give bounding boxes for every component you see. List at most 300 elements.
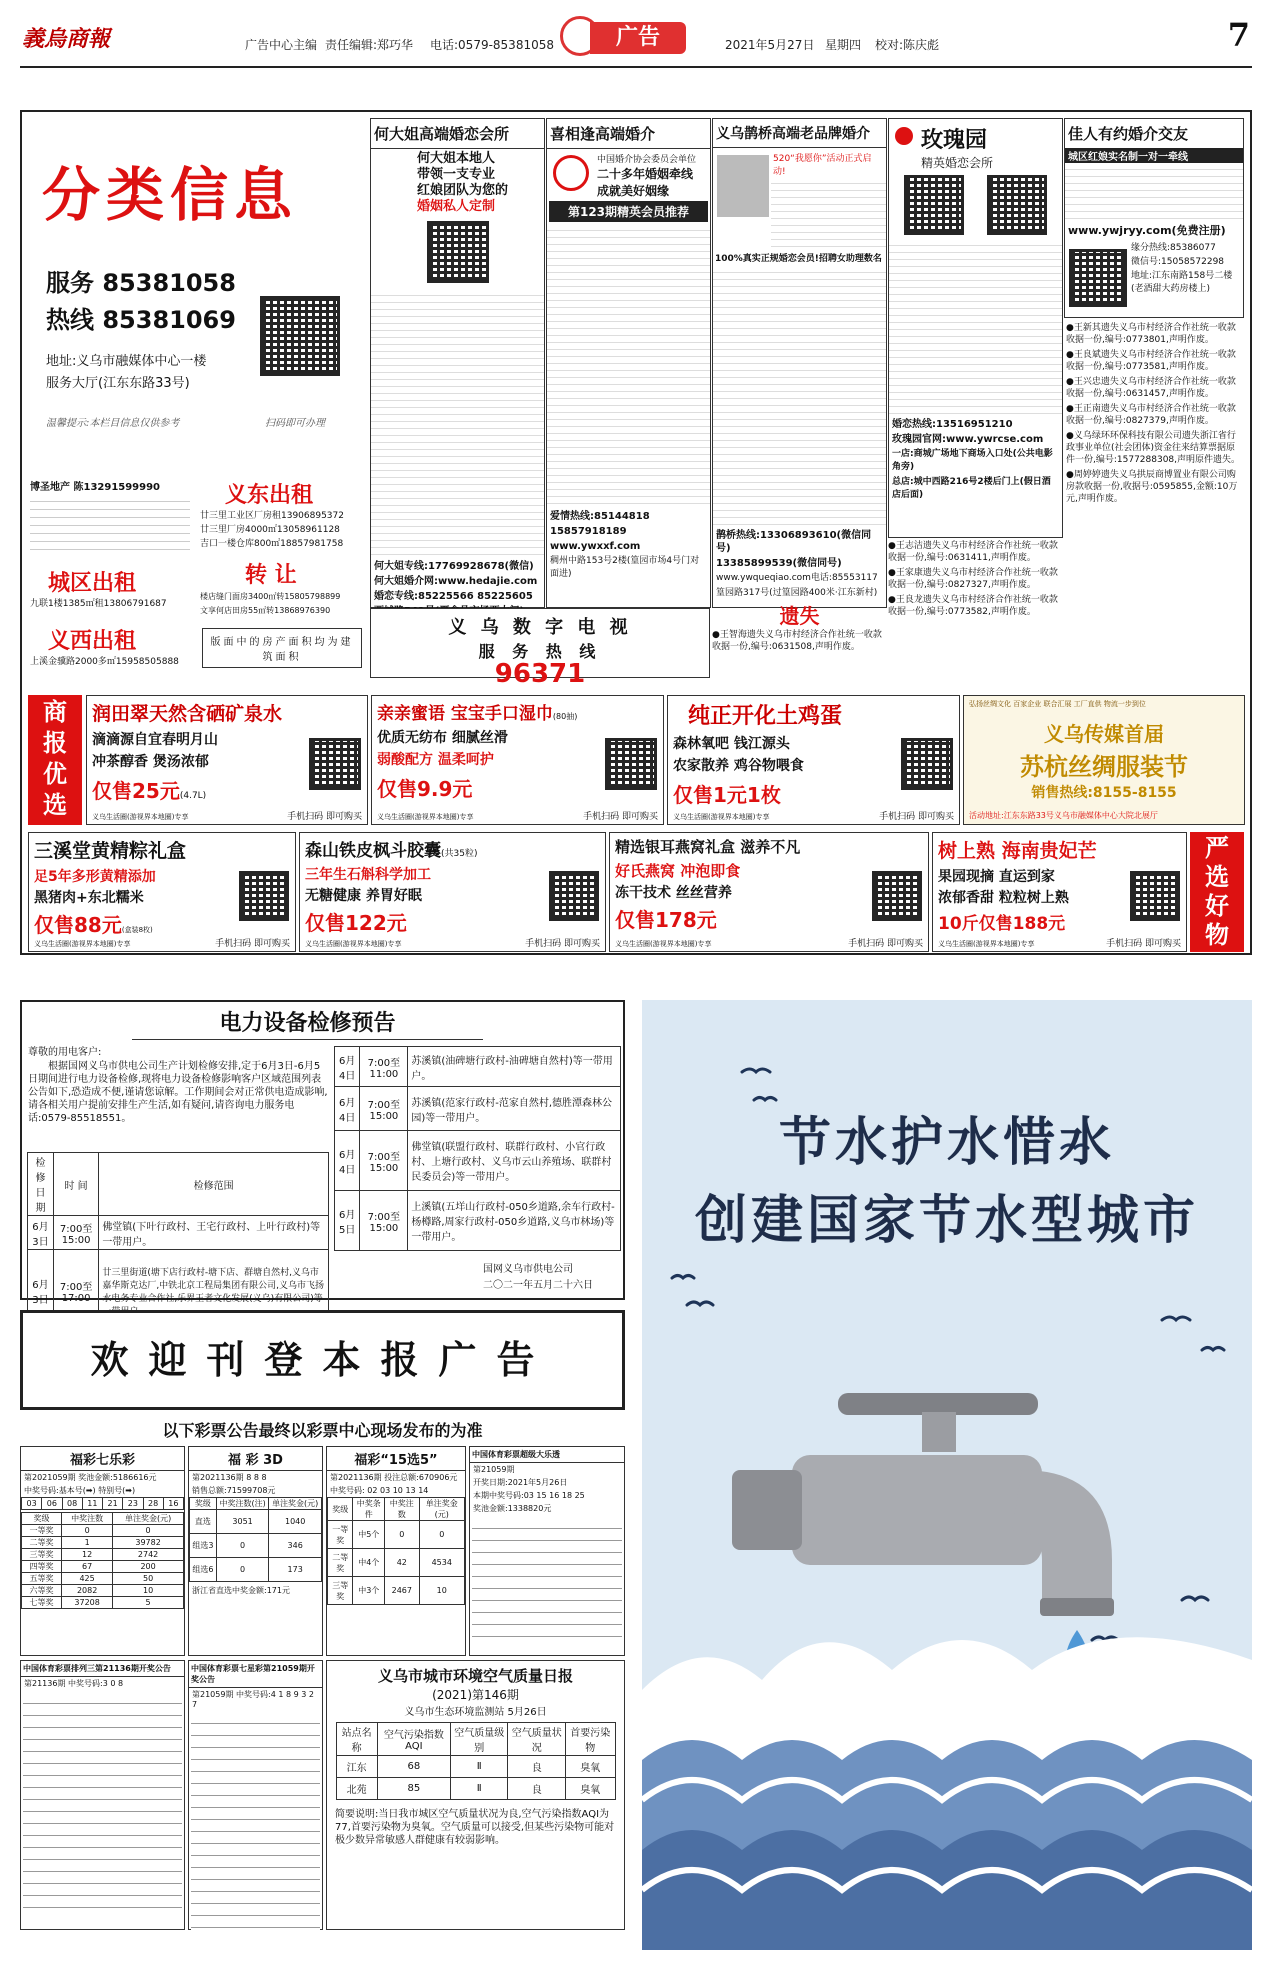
welcome-banner (20, 1310, 625, 1410)
pool: 奖池金额:1338820元 (473, 1504, 552, 1513)
promo-line1: 优质无纺布 细腻丝滑 (377, 730, 508, 746)
promo-line2: 黑猪肉+东北糯米 (34, 890, 144, 906)
cell: 2742 (113, 1549, 184, 1561)
lottery-title: 以下彩票公告最终以彩票中心现场发布的为准 (162, 1421, 483, 1440)
cell: 6月4日 (335, 1047, 360, 1087)
yixi-title: 义西出租 (48, 629, 137, 654)
duty-editor: 责任编辑:郑巧华 (325, 38, 414, 52)
yidong-item-1: 廿三里工业区厂房租13906895372 (200, 511, 344, 521)
promo-line1: 果园现摘 直运到家 (938, 869, 1055, 885)
power-table-left (27, 1152, 329, 1332)
lost-col-2 (888, 540, 1063, 690)
cell: 200 (113, 1561, 184, 1573)
number: 21 (103, 1498, 123, 1510)
cell: 425 (62, 1573, 113, 1585)
ad-queqiao (712, 118, 887, 608)
number: 06 (42, 1498, 62, 1510)
promo-water[interactable] (86, 695, 368, 825)
hotline-phone: 热线 85381069 (46, 306, 236, 334)
editor: 广告中心主编 (245, 38, 318, 52)
lottery-15x5 (326, 1446, 466, 1656)
cell: 39782 (113, 1537, 184, 1549)
promo-zongzi[interactable] (28, 832, 296, 952)
ad-intro (771, 177, 886, 249)
number: 02 (367, 1486, 378, 1495)
cell: 85 (377, 1778, 450, 1800)
promo-price: 仅售88元 (34, 913, 122, 937)
address-line1: 地址:义乌市融媒体中心一楼 (46, 354, 207, 369)
city-title: 城区出租 (48, 571, 137, 596)
cell: 三等奖 (22, 1549, 62, 1561)
lottery-3d (188, 1446, 323, 1656)
faucet-icon (732, 1393, 1114, 1676)
boutique-list (30, 494, 190, 554)
yidong-item-3: 吉口一楼仓库800㎡18857981758 (200, 539, 344, 549)
number: 23 (123, 1498, 143, 1510)
lost-block (712, 600, 887, 690)
ad-member-list (889, 239, 1062, 417)
promo-qr-icon[interactable] (872, 871, 922, 921)
th: 中奖注数(注) (216, 1498, 269, 1510)
promo-line2: 无糖健康 养胃好眠 (305, 888, 422, 904)
cell: 50 (113, 1573, 184, 1585)
lost-col-3 (1066, 322, 1244, 690)
power-sign-org: 国网义乌市供电公司 (483, 1264, 573, 1275)
air-quality (326, 1660, 625, 1930)
cell: 苏溪镇(范家行政村-范家自然村,德胜潭森林公园)等一带用户。 (408, 1087, 621, 1131)
lottery-box-title: 中国体育彩票排列三第21136期开奖公告 (21, 1661, 184, 1677)
promo-birdnest[interactable] (609, 832, 929, 952)
cell: 2467 (385, 1577, 419, 1605)
area-note: 版面中的房产面积均为建筑面积 (202, 628, 362, 668)
cell: 10 (419, 1577, 465, 1605)
power-notice (20, 1000, 625, 1306)
promo-foot: 义乌生活圈(游视界本地圈)专享 (92, 813, 189, 821)
promo-mango[interactable] (932, 832, 1187, 952)
side-char: 报 (43, 729, 67, 757)
promo-scan: 手机扫码 即可购买 (287, 812, 362, 822)
cell: 7:00至15:00 (360, 1131, 408, 1191)
ad-contact2: 15857918189 (550, 526, 627, 537)
number: 8 (261, 1473, 267, 1482)
promo-line1: 滴滴源自宜春明月山 (92, 732, 218, 748)
promo-scan: 手机扫码 即可购买 (215, 939, 290, 949)
section-label: 广告 (590, 22, 686, 54)
cell: 中4个 (353, 1549, 385, 1577)
ad-contact4: 总店:城中西路216号2楼后门上(假日酒店后面) (892, 477, 1051, 500)
lottery-7star (188, 1660, 323, 1930)
cell: 直选 (190, 1510, 217, 1534)
draw-label: 中奖号码:基本号(➡) (24, 1486, 96, 1495)
number: 13 (405, 1486, 416, 1495)
ad-contact4: 稠州中路153号2楼(篁园市场4号门对面进) (550, 556, 700, 579)
promo-foot: 义乌生活圈(游视界本地圈)专享 (34, 940, 131, 948)
air-title: 义乌市城市环境空气质量日报 (377, 1667, 573, 1685)
th: 单注奖金(元) (419, 1498, 465, 1521)
th: 中奖注数 (385, 1498, 419, 1521)
promo-foot: 义乌生活圈(游视界本地圈)专享 (673, 813, 770, 821)
number: 08 (62, 1498, 82, 1510)
ad-member-list (547, 224, 710, 509)
side-char: 严 (1205, 834, 1229, 862)
ad-contact1: 婚恋热线:13516951210 (892, 419, 1013, 430)
cell: 4534 (419, 1549, 465, 1577)
city-item: 九联1楼1385㎡租13806791687 (30, 599, 167, 609)
cell: Ⅱ (450, 1756, 508, 1778)
lottery-box-title: 福彩七乐彩 (21, 1447, 184, 1471)
promo-line1: 足5年多形黄精添加 (34, 869, 156, 885)
promo-capsule[interactable] (299, 832, 606, 952)
poster-line1: 节水护水惜水 (778, 1112, 1115, 1173)
cell: 中5个 (353, 1521, 385, 1549)
ad-qr-icon[interactable] (427, 221, 489, 283)
ad-sub1: 520“我愿你”活动正式启动! (773, 154, 872, 177)
th: 中奖注数 (62, 1513, 113, 1525)
lost-item: ●王新其遗失义乌市村经济合作社统一收款收据一份,编号:0773801,声明作废。 (1066, 323, 1236, 345)
promo-wipes[interactable] (371, 695, 664, 825)
tv-phone: 96371 (494, 659, 586, 689)
classified-block (30, 118, 360, 428)
special-label: 特别号(➡) (98, 1486, 136, 1495)
air-table (336, 1722, 616, 1800)
promo-scan: 手机扫码 即可购买 (583, 812, 658, 822)
ad-qr-icon[interactable] (1069, 249, 1127, 307)
cell: 346 (269, 1534, 322, 1558)
number: 28 (143, 1498, 163, 1510)
cell: 7:00至15:00 (360, 1087, 408, 1131)
power-body: 根据国网义乌市供电公司生产计划检修安排,定于6月3日-6月5日期间进行电力设备检修,现将电力设备检修影响客户区域范围列表公告如下,恐造成不便,谨请您谅解。工作期间会对正常供电造成影响,请各相关用户提前安排生产生活,如有疑问,请咨询电力服务电话:0579-85518551。 (28, 1061, 328, 1124)
promo-price: 销售热线:8155-8155 (1031, 785, 1177, 801)
cell: 上溪镇(五垟山行政村-050乡道路,余车行政村-杨樽路,周家行政村-050乡道路,义乌市林场)等一带用户。 (408, 1191, 621, 1251)
th: 检修范围 (99, 1153, 329, 1216)
ad-sub4: 第123期精英会员推荐 (549, 201, 708, 222)
lottery-prize-grid (23, 1692, 182, 1917)
welcome-text: 欢迎刊登本报广告 (90, 1337, 555, 1382)
lost-item: ●王家康遗失义乌市村经济合作社统一收款收据一份,编号:0827327,声明作废。 (888, 568, 1058, 590)
lottery-box-title: 中国体育彩票超级大乐透 (470, 1447, 624, 1463)
cell: 1040 (269, 1510, 322, 1534)
tv-sub: 服 务 热 线 (478, 642, 602, 661)
ad-contact2: 何大姐婚介网:www.hedajie.com (374, 576, 538, 587)
promo-unit: (共35粒) (441, 849, 478, 859)
promo-head: 三溪堂黄精粽礼盒 (34, 840, 187, 862)
promo-line2: 冲茶醇香 煲汤浓郁 (92, 754, 209, 770)
cell: 7:00至15:00 (53, 1216, 98, 1250)
ad-contact4: 篁园路317号(过篁园路400米·江东新村) (716, 588, 878, 598)
cell: 10 (113, 1585, 184, 1597)
cell: 37208 (62, 1597, 113, 1609)
number: 8 (253, 1473, 259, 1482)
lottery-pl3 (20, 1660, 185, 1930)
cell: 0 (385, 1521, 419, 1549)
ad-wechat: 微信号:15058572298 (1131, 257, 1225, 267)
th: 奖级 (328, 1498, 353, 1521)
number: 8 (246, 1473, 252, 1482)
date: 开奖日期:2021年5月26日 (473, 1478, 568, 1487)
air-date: 5月26日 (507, 1707, 547, 1718)
lost-item: ●王正南遗失义乌市村经济合作社统一收款收据一份,编号:0827379,声明作废。 (1066, 404, 1236, 426)
ad-title: 何大姐高端婚恋会所 (371, 119, 544, 149)
cell: 中3个 (353, 1577, 385, 1605)
cell: 五等奖 (22, 1573, 62, 1585)
cell: 良 (508, 1778, 566, 1800)
cell: 佛堂镇(联盟行政村、联群行政村、小官行政村、上塘行政村、义乌市云山养殖场、联群村民委员会)等一带用户。 (408, 1131, 621, 1191)
transfer-item-1: 楼店缝门面房3400㎡转15805798899 (200, 592, 341, 601)
promo-qr-icon[interactable] (309, 738, 361, 790)
yidong-title: 义东出租 (225, 483, 314, 508)
issue: 第21059期 (192, 1690, 234, 1699)
ad-contact3: www.ywxxf.com (550, 541, 641, 552)
issue: 第2021136期 (330, 1473, 382, 1482)
side-tag-left (28, 695, 82, 825)
th: 站点名称 (336, 1723, 377, 1756)
lost-item: ●王良龙遗失义乌市村经济合作社统一收款收据一份,编号:0773582,声明作废。 (888, 595, 1058, 617)
cell: 7:00至15:00 (360, 1191, 408, 1251)
promo-unit: (80抽) (552, 712, 578, 721)
ad-qr-icon[interactable] (904, 175, 964, 235)
classified-qr-icon[interactable] (260, 296, 340, 376)
ad-member-list (371, 289, 544, 559)
promo-scan: 手机扫码 即可购买 (879, 812, 954, 822)
boutique-title: 博圣地产 陈13291599990 (30, 482, 161, 493)
ad-contact1: 爱情热线:85144818 (550, 511, 650, 522)
wave-shapes (642, 1637, 1252, 1950)
power-table-right (334, 1046, 621, 1251)
promo-qr-icon[interactable] (605, 738, 657, 790)
promo-line1: 三年生石斛科学加工 (305, 867, 431, 883)
cell: 0 (62, 1525, 113, 1537)
promo-eggs[interactable] (667, 695, 960, 825)
ad-sub1: 城区红娘实名制一对一牵线 (1065, 148, 1243, 163)
lottery-box-title: 中国体育彩票七星彩第21059期开奖公告 (189, 1661, 322, 1688)
promo-head: 润田翠天然含硒矿泉水 (92, 703, 283, 725)
cell: 四等奖 (22, 1561, 62, 1573)
lost-title: 遗失 (779, 604, 820, 628)
lottery-prize-grid (191, 1712, 320, 1937)
th: 空气污染指数AQI (377, 1723, 450, 1756)
rentals-block (30, 478, 365, 690)
th: 单注奖金(元) (113, 1513, 184, 1525)
note: 浙江省直选中奖金额:171元 (192, 1586, 290, 1595)
air-org: 义乌市生态环境监测站 (404, 1707, 505, 1718)
ad-contact1: 缘分热线:85386077 (1131, 243, 1216, 253)
lottery-box-title: 福彩“15选5” (327, 1447, 465, 1471)
cell: 一等奖 (328, 1521, 353, 1549)
promo-price: 仅售178元 (615, 908, 717, 932)
promo-line2: 冻干技术 丝丝营养 (615, 885, 732, 901)
promo-foot: 义乌生活圈(游视界本地圈)专享 (377, 813, 474, 821)
lottery-dlt (469, 1446, 625, 1656)
promo-price: 仅售122元 (305, 911, 407, 935)
cell: 良 (508, 1756, 566, 1778)
side-char: 选 (1205, 863, 1229, 891)
cell: 0 (419, 1521, 465, 1549)
ad-xixiangfeng (546, 118, 711, 608)
promo-head: 纯正开化土鸡蛋 (688, 704, 843, 729)
issue: 第21059期 (473, 1465, 515, 1474)
ad-sub1: 何大姐本地人 (417, 151, 496, 166)
page-number: 7 (1227, 16, 1250, 54)
cell: 42 (385, 1549, 419, 1577)
promo-price: 仅售25元 (92, 779, 180, 803)
cell: 5 (113, 1597, 184, 1609)
ad-sub2: 100%真实正规婚恋会员!招聘女助理数名 (715, 254, 882, 264)
promo-line1: 义乌传媒首届 (1044, 722, 1164, 746)
draw-label: 中奖号码: (330, 1486, 365, 1495)
th: 首要污染物 (566, 1723, 615, 1756)
page-header (0, 0, 1272, 80)
promo-line1: 森林氧吧 钱江源头 (673, 736, 790, 752)
number: 03 (22, 1498, 42, 1510)
promo-qr-icon[interactable] (549, 871, 599, 921)
cell: 1 (62, 1537, 113, 1549)
sales: 销售总额:71599708元 (192, 1486, 276, 1495)
th: 单注奖金(元) (269, 1498, 322, 1510)
cell: 廿三里街道(塘下店行政村-塘下店、群塘自然村,义乌市嘉华斯克达厂,中铁北京工程局集团有限公司,义乌市飞扬水电务专业合作社,乐界王者文化发展(义乌)有限公司)等 (99, 1250, 329, 1332)
promo-line2: 农家散养 鸡谷物喂食 (673, 758, 804, 774)
promo-foot: 义乌生活圈(游视界本地圈)专享 (615, 940, 712, 948)
ad-qr-icon[interactable] (987, 175, 1047, 235)
promo-price: 仅售9.9元 (377, 777, 473, 801)
promo-price: 仅售1元1枚 (673, 783, 781, 807)
service-phone: 服务 85381058 (46, 269, 236, 297)
th: 空气质量状况 (508, 1723, 566, 1756)
promo-head: 弘扬丝绸文化 百家企业 联合汇展 工厂直供 物流一步到位 (969, 700, 1146, 708)
ad-photo (717, 155, 769, 217)
promo-foot: 义乌生活圈(游视界本地圈)专享 (305, 940, 402, 948)
masthead: 義烏商報 (22, 26, 111, 52)
ad-addr: 地址:江东南路158号二楼(老酒甜大药房楼上) (1131, 271, 1233, 294)
number: 16 (163, 1498, 183, 1510)
side-char: 好 (1205, 892, 1229, 920)
th: 中奖条件 (353, 1498, 385, 1521)
ad-contact3: 一店:商城广场地下商场入口处(公共电影角旁) (892, 449, 1053, 472)
ad-sub1: 中国婚介协会委员会单位 (597, 155, 697, 165)
proof-reader: 校对:陈庆彪 (875, 38, 940, 52)
ad-title: 佳人有约婚介交友 (1068, 125, 1189, 143)
number: 03 (379, 1486, 391, 1495)
promo-scan: 手机扫码 即可购买 (1106, 939, 1181, 949)
cell: 组选6 (190, 1558, 217, 1582)
numbers: 中奖号码:4 1 8 9 3 2 7 (192, 1690, 314, 1709)
promo-head: 精选银耳燕窝礼盒 滋养不凡 (615, 838, 801, 856)
th: 检修日期 (28, 1153, 54, 1216)
cell: 七等奖 (22, 1597, 62, 1609)
cell: 苏溪镇(油碑塘行政村-油碑塘自然村)等一带用户。 (408, 1047, 621, 1087)
side-char: 商 (43, 698, 67, 726)
scan-note: 扫码即可办理 (265, 418, 325, 429)
side-tag-right (1190, 832, 1244, 952)
promo-qr-icon[interactable] (901, 738, 953, 790)
promo-scan: 手机扫码 即可购买 (848, 939, 923, 949)
cell: 江东 (336, 1756, 377, 1778)
cell: 68 (377, 1756, 450, 1778)
ad-sub2: 带领一支专业 (417, 167, 496, 182)
promo-foot: 义乌生活圈(游视界本地圈)专享 (938, 940, 1035, 948)
ad-title: 玫瑰园 (921, 128, 988, 153)
power-greeting: 尊敬的用电客户: (28, 1047, 102, 1058)
poster-line2: 创建国家节水型城市 (694, 1190, 1199, 1251)
yidong-item-2: 廿三里厂房4000㎡13058961128 (200, 525, 340, 535)
side-char: 选 (43, 791, 67, 819)
ad-contact1: 鹊桥热线:13306893610(微信同号) (716, 530, 872, 554)
promo-head: 树上熟 海南贵妃芒 (938, 840, 1097, 862)
cell: 7:00至17:00 (53, 1250, 98, 1332)
th: 奖级 (22, 1513, 62, 1525)
note: 温馨提示:本栏目信息仅供参考 (46, 418, 180, 429)
number: 10 (392, 1486, 403, 1495)
cell: 6月5日 (335, 1191, 360, 1251)
cell: 佛堂镇(下叶行政村、王宅行政村、上叶行政村)等一带用户。 (99, 1216, 329, 1250)
promo-line2: 苏杭丝绸服装节 (1020, 753, 1188, 781)
double-happiness-icon (553, 155, 589, 191)
ad-title: 义乌鹊桥高端老品牌婚介 (713, 119, 886, 148)
cell: 一等奖 (22, 1525, 62, 1537)
ad-sub2: 二十多年婚姻牵线 (597, 167, 694, 181)
ad-meiguiyuan (888, 118, 1063, 538)
cell: 3051 (216, 1510, 269, 1534)
lottery-prize-table (327, 1497, 465, 1605)
promo-silk[interactable] (963, 695, 1245, 825)
lost-item: ●王良斌遗失义乌市村经济合作社统一收款收据一份,编号:0773581,声明作废。 (1066, 350, 1236, 372)
cell: 7:00至11:00 (360, 1047, 408, 1087)
cell: 0 (113, 1525, 184, 1537)
yixi-item: 上溪金骥路2000多㎡15958505888 (30, 657, 179, 667)
cell: 三等奖 (328, 1577, 353, 1605)
ad-contact3: 婚恋专线:85225566 85225605 (374, 591, 533, 602)
promo-unit: (4.7L) (179, 791, 207, 801)
rose-icon (895, 127, 913, 145)
promo-qr-icon[interactable] (1130, 871, 1180, 921)
phone: 电话:0579-85381058 (430, 38, 554, 52)
promo-foot: 活动地址:江东东路33号义乌市融媒体中心大院北展厅 (969, 811, 1158, 820)
cell: 6月3日 (28, 1250, 54, 1332)
water-poster (642, 1000, 1252, 1950)
th: 时 间 (53, 1153, 98, 1216)
ad-hedajie (370, 118, 545, 608)
section-logo (560, 12, 710, 58)
number: 11 (82, 1498, 102, 1510)
cell: 6月4日 (335, 1131, 360, 1191)
ad-title: 喜相逢高端婚介 (547, 119, 710, 149)
promo-line2: 弱酸配方 温柔呵护 (377, 752, 494, 768)
cell: 六等奖 (22, 1585, 62, 1597)
numbers: 中奖号码:3 0 8 (68, 1679, 124, 1688)
lottery-box-title: 福 彩 3D (189, 1447, 322, 1471)
cell: 0 (216, 1534, 269, 1558)
promo-qr-icon[interactable] (239, 871, 289, 921)
lost-item: ●义乌绿环环保科技有限公司遗失浙江省行政事业单位(社会团体)资金往来结算票据原件一份,编号:1577288308,声明原件遗失。 (1066, 431, 1241, 465)
air-note: 简要说明:当日我市城区空气质量状况为良,空气污染指数AQI为77,首要污染物为臭氧。空气质量可以接受,但某些污染物可能对极少数异常敏感人群健康有较弱影响。 (335, 1809, 615, 1846)
ad-member-list (1065, 163, 1243, 221)
side-char: 优 (43, 760, 67, 788)
cell: Ⅱ (450, 1778, 508, 1800)
ad-sub3: 成就美好姻缘 (597, 184, 670, 198)
th: 奖级 (190, 1498, 217, 1510)
promo-line1: 好氏燕窝 冲泡即食 (615, 862, 741, 880)
power-title: 电力设备检修预告 (132, 1002, 483, 1040)
th: 空气质量级别 (450, 1723, 508, 1756)
lottery-prize-table (21, 1512, 184, 1609)
cell: 2082 (62, 1585, 113, 1597)
ad-web: www.ywjryy.com(免费注册) (1068, 224, 1226, 237)
weekday: 星期四 (825, 38, 862, 52)
cell: 67 (62, 1561, 113, 1573)
lost-item: ●王兴忠遗失义乌市村经济合作社统一收款收据一份,编号:0631457,声明作废。 (1066, 377, 1236, 399)
sales: 投注总额:670906元 (384, 1473, 458, 1482)
number: 14 (418, 1486, 429, 1495)
ad-contact2: 13385899539(微信同号) (716, 558, 842, 569)
